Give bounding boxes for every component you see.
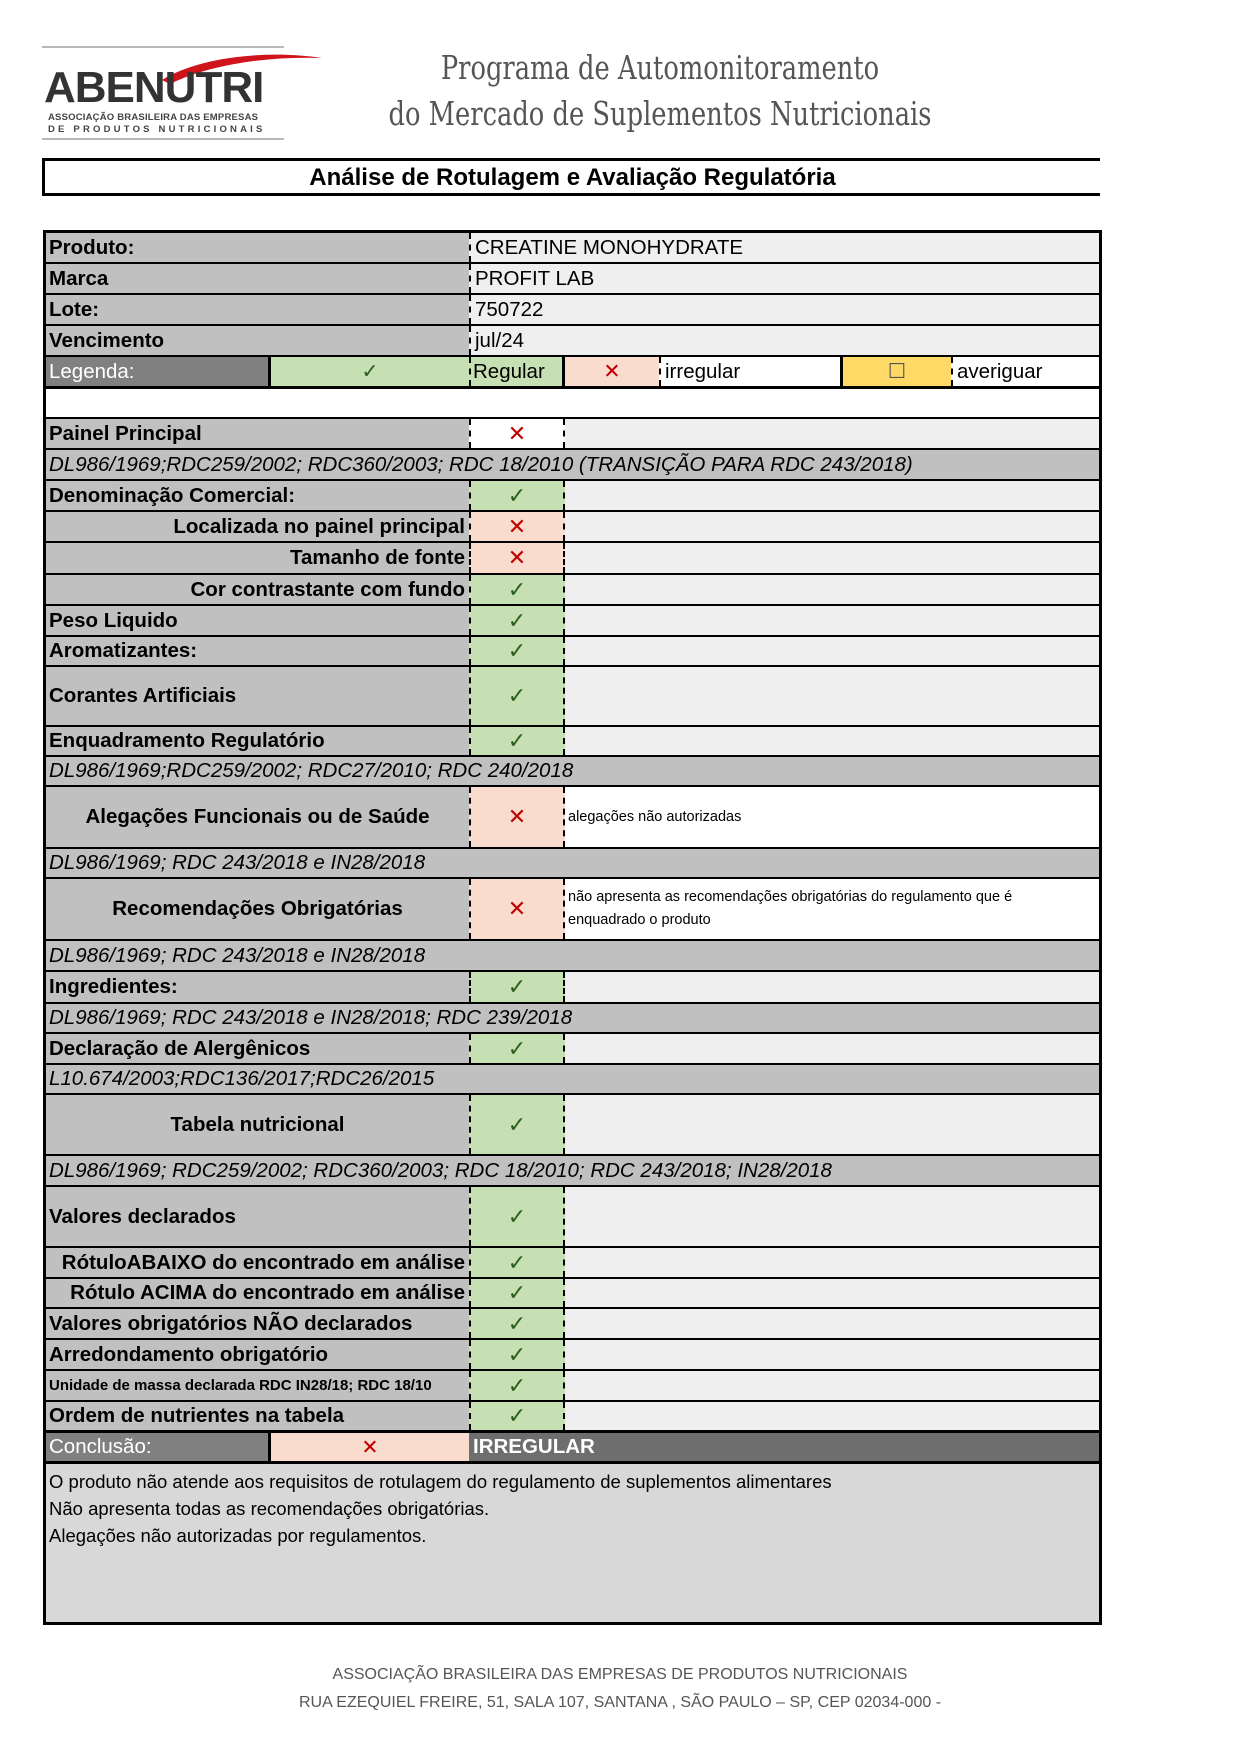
conclusion-line: Não apresenta todas as recomendações obrigatórias. <box>49 1498 490 1519</box>
note-cell <box>565 543 1099 573</box>
status-bad-icon: ✕ <box>469 879 565 939</box>
reference-row: DL986/1969;RDC259/2002; RDC360/2003; RDC 18/2010 (TRANSIÇÃO PARA RDC 243/2018) <box>46 450 1099 481</box>
status-ok-icon: ✓ <box>469 481 565 510</box>
status-bad-icon: ✕ <box>469 419 565 448</box>
check-label: Enquadramento Regulatório <box>46 727 469 755</box>
reference-row: DL986/1969;RDC259/2002; RDC27/2010; RDC 240/2018 <box>46 757 1099 787</box>
legend-row <box>46 357 1099 389</box>
program-title-line-1: Programa de Automonitoramento <box>440 48 880 87</box>
conclusion-result: IRREGULAR <box>469 1433 1099 1461</box>
check-label: Corantes Artificiais <box>46 667 469 725</box>
check-label: Ordem de nutrientes na tabela <box>46 1402 469 1430</box>
logo-subtitle-1: ASSOCIAÇÃO BRASILEIRA DAS EMPRESAS <box>48 112 259 123</box>
logo-subtitle-2: DE PRODUTOS NUTRICIONAIS <box>48 124 266 135</box>
legend-irregular-text: irregular <box>659 357 843 386</box>
conclusion-line: Alegações não autorizadas por regulamentos. <box>49 1525 427 1546</box>
analysis-table <box>43 230 1102 1625</box>
note-cell <box>565 1248 1099 1277</box>
note-cell <box>565 1371 1099 1400</box>
check-label: Cor contrastante com fundo <box>46 575 469 604</box>
check-label: Ingredientes: <box>46 972 469 1002</box>
legend-regular-text: Regular <box>469 357 565 386</box>
status-ok-icon: ✓ <box>469 1187 565 1246</box>
check-row-painel-principal <box>46 419 1099 450</box>
status-ok-icon: ✓ <box>469 1248 565 1277</box>
check-label: Arredondamento obrigatório <box>46 1340 469 1369</box>
check-row-unidade <box>46 1371 1099 1402</box>
check-label: Aromatizantes: <box>46 637 469 665</box>
legend-irregular-icon: ✕ <box>565 357 659 386</box>
conclusion-text <box>46 1464 1099 1622</box>
info-row-vencimento <box>46 326 1099 357</box>
check-row-valores <box>46 1187 1099 1248</box>
note-line: não apresenta as recomendações obrigatórias do regulamento que é <box>568 889 1013 905</box>
check-row-cor <box>46 575 1099 606</box>
info-row-lote <box>46 295 1099 326</box>
check-row-tamanho <box>46 543 1099 575</box>
note-cell <box>565 419 1099 448</box>
check-label: RótuloABAIXO do encontrado em análise <box>46 1248 469 1277</box>
check-label: Tamanho de fonte <box>46 543 469 573</box>
status-ok-icon: ✓ <box>469 1279 565 1307</box>
check-label: Tabela nutricional <box>46 1095 469 1154</box>
note-cell: alegações não autorizadas <box>565 787 1099 847</box>
info-label: Marca <box>46 264 469 293</box>
status-ok-icon: ✓ <box>469 637 565 665</box>
check-label: Recomendações Obrigatórias <box>46 879 469 939</box>
logo-wordmark: ABENUTRI <box>44 63 264 112</box>
check-row-alergenicos <box>46 1034 1099 1065</box>
status-ok-icon: ✓ <box>469 727 565 755</box>
check-row-denominacao <box>46 481 1099 512</box>
logo-top-rule <box>42 46 284 48</box>
note-cell <box>565 575 1099 604</box>
note-cell <box>565 1340 1099 1369</box>
info-label: Produto: <box>46 233 469 262</box>
status-ok-icon: ✓ <box>469 1309 565 1338</box>
legend-regular-icon: ✓ <box>271 357 469 386</box>
note-cell <box>565 1095 1099 1154</box>
conclusion-label: Conclusão: <box>46 1433 271 1461</box>
check-label: Alegações Funcionais ou de Saúde <box>46 787 469 847</box>
info-label: Vencimento <box>46 326 469 355</box>
legend-verify-text: averiguar <box>951 357 1099 386</box>
note-cell <box>565 512 1099 541</box>
check-label: Painel Principal <box>46 419 469 448</box>
info-row-marca <box>46 264 1099 295</box>
status-ok-icon: ✓ <box>469 606 565 635</box>
note-cell <box>565 606 1099 635</box>
check-row-abaixo <box>46 1248 1099 1279</box>
check-row-nao-declarados <box>46 1309 1099 1340</box>
conclusion-row <box>46 1432 1099 1464</box>
logo-bottom-rule <box>42 138 284 140</box>
check-row-localizada <box>46 512 1099 543</box>
section-title: Análise de Rotulagem e Avaliação Regulatória <box>42 158 1100 196</box>
check-label: Denominação Comercial: <box>46 481 469 510</box>
note-cell <box>565 879 1099 939</box>
info-label: Lote: <box>46 295 469 324</box>
info-value: 750722 <box>469 295 1099 324</box>
conclusion-bad-icon: ✕ <box>271 1433 469 1461</box>
note-cell <box>565 972 1099 1002</box>
info-value: PROFIT LAB <box>469 264 1099 293</box>
note-cell <box>565 1187 1099 1246</box>
info-value: jul/24 <box>469 326 1099 355</box>
check-label: Valores declarados <box>46 1187 469 1246</box>
status-ok-icon: ✓ <box>469 972 565 1002</box>
status-bad-icon: ✕ <box>469 512 565 541</box>
check-label: Peso Liquido <box>46 606 469 635</box>
reference-row: L10.674/2003;RDC136/2017;RDC26/2015 <box>46 1065 1099 1095</box>
status-ok-icon: ✓ <box>469 575 565 604</box>
check-label: Localizada no painel principal <box>46 512 469 541</box>
note-cell <box>565 1279 1099 1307</box>
reference-row: DL986/1969; RDC259/2002; RDC360/2003; RDC 18/2010; RDC 243/2018; IN28/2018 <box>46 1156 1099 1187</box>
footer-line-2: RUA EZEQUIEL FREIRE, 51, SALA 107, SANTANA , SÃO PAULO – SP, CEP 02034-000 - <box>298 1694 942 1711</box>
info-row-produto <box>46 233 1099 264</box>
note-cell <box>565 1034 1099 1063</box>
check-row-arredondamento <box>46 1340 1099 1371</box>
check-row-alegacoes <box>46 787 1099 849</box>
check-row-ingredientes <box>46 972 1099 1004</box>
note-cell <box>565 481 1099 510</box>
note-cell <box>565 727 1099 755</box>
check-row-ordem <box>46 1402 1099 1432</box>
status-ok-icon: ✓ <box>469 1095 565 1154</box>
check-label: Rótulo ACIMA do encontrado em análise <box>46 1279 469 1307</box>
check-row-acima <box>46 1279 1099 1309</box>
status-bad-icon: ✕ <box>469 543 565 573</box>
status-ok-icon: ✓ <box>469 1371 565 1400</box>
status-ok-icon: ✓ <box>469 667 565 725</box>
reference-row: DL986/1969; RDC 243/2018 e IN28/2018; RDC 239/2018 <box>46 1004 1099 1034</box>
footer-line-1: ASSOCIAÇÃO BRASILEIRA DAS EMPRESAS DE PRODUTOS NUTRICIONAIS <box>332 1666 908 1683</box>
check-label: Declaração de Alergênicos <box>46 1034 469 1063</box>
status-bad-icon: ✕ <box>469 787 565 847</box>
check-label: Valores obrigatórios NÃO declarados <box>46 1309 469 1338</box>
status-ok-icon: ✓ <box>469 1034 565 1063</box>
note-cell <box>565 1402 1099 1430</box>
conclusion-line: O produto não atende aos requisitos de rotulagem do regulamento de suplementos alimentares <box>49 1471 832 1492</box>
reference-row: DL986/1969; RDC 243/2018 e IN28/2018 <box>46 941 1099 972</box>
spacer-row <box>46 389 1099 419</box>
info-value: CREATINE MONOHYDRATE <box>469 233 1099 262</box>
note-cell <box>565 637 1099 665</box>
check-row-peso <box>46 606 1099 637</box>
abenutri-logo <box>42 46 284 142</box>
check-row-aromatizantes <box>46 637 1099 667</box>
legend-label: Legenda: <box>46 357 271 386</box>
check-row-tabela <box>46 1095 1099 1156</box>
check-row-recomendacoes <box>46 879 1099 941</box>
check-label: Unidade de massa declarada RDC IN28/18; RDC 18/10 <box>46 1371 469 1400</box>
check-row-enquadramento <box>46 727 1099 757</box>
status-ok-icon: ✓ <box>469 1340 565 1369</box>
status-ok-icon: ✓ <box>469 1402 565 1430</box>
program-title-line-2: do Mercado de Suplementos Nutricionais <box>388 94 932 133</box>
reference-row: DL986/1969; RDC 243/2018 e IN28/2018 <box>46 849 1099 879</box>
check-row-corantes <box>46 667 1099 727</box>
note-cell <box>565 667 1099 725</box>
note-line: enquadrado o produto <box>568 912 711 928</box>
note-cell <box>565 1309 1099 1338</box>
legend-verify-icon: ☐ <box>843 357 951 386</box>
